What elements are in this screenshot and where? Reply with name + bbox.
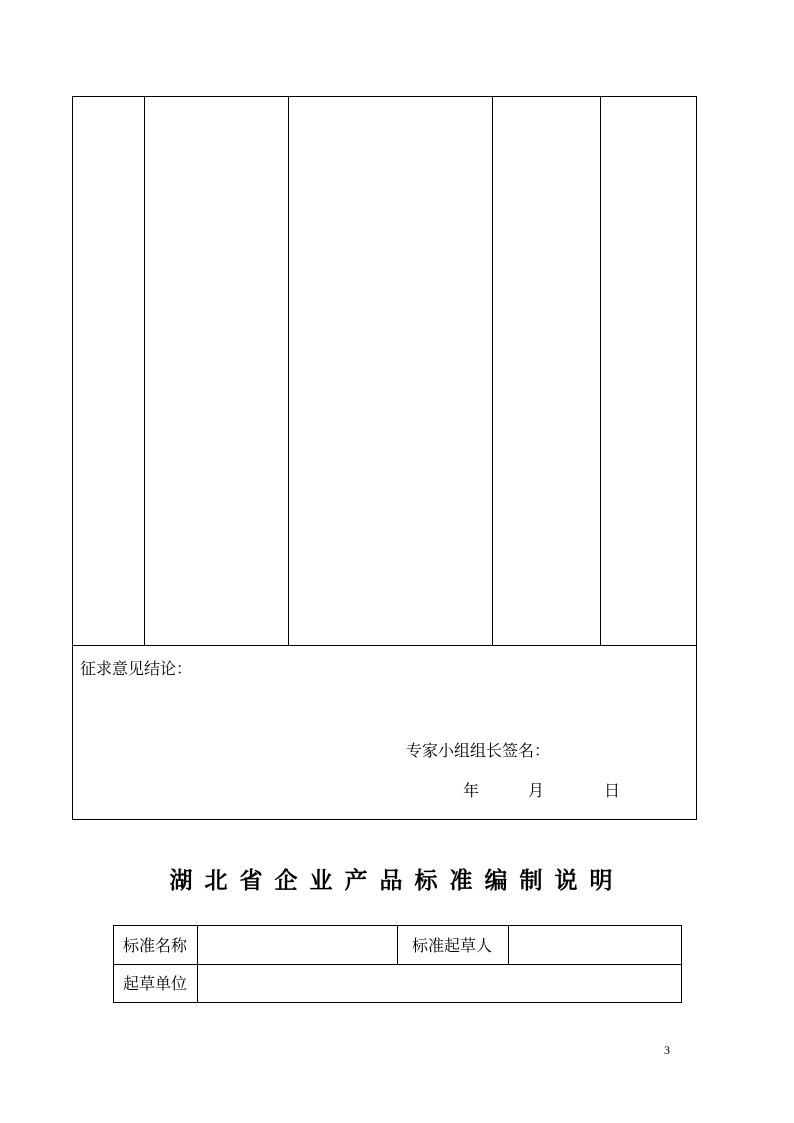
- page-number: 3: [664, 1043, 670, 1057]
- table-column-divider: [492, 96, 493, 645]
- date-day-label: 日: [604, 781, 621, 800]
- info-table-bottom-border: [113, 1002, 682, 1003]
- drafting-unit-label: 起草单位: [123, 974, 188, 993]
- expert-leader-signature-label: 专家小组组长签名：: [406, 741, 551, 760]
- info-table-label-divider: [197, 925, 198, 1003]
- table-column-divider: [144, 96, 145, 645]
- table-top-border: [72, 96, 697, 97]
- date-year-label: 年: [463, 781, 480, 800]
- table-bottom-border: [72, 819, 697, 820]
- info-table-right-border: [681, 925, 682, 1003]
- table-row-divider: [72, 645, 697, 646]
- table-left-border: [72, 96, 73, 820]
- info-table-left-border: [113, 925, 114, 1003]
- info-table-column-divider: [397, 925, 398, 965]
- drafter-label: 标准起草人: [412, 936, 493, 955]
- info-table-column-divider: [508, 925, 509, 965]
- table-column-divider: [288, 96, 289, 645]
- document-title: 湖北省企业产品标准编制说明: [169, 868, 625, 894]
- table-column-divider: [600, 96, 601, 645]
- standard-name-label: 标准名称: [123, 936, 188, 955]
- table-right-border: [696, 96, 697, 820]
- conclusion-label: 征求意见结论：: [80, 659, 193, 678]
- date-month-label: 月: [528, 781, 545, 800]
